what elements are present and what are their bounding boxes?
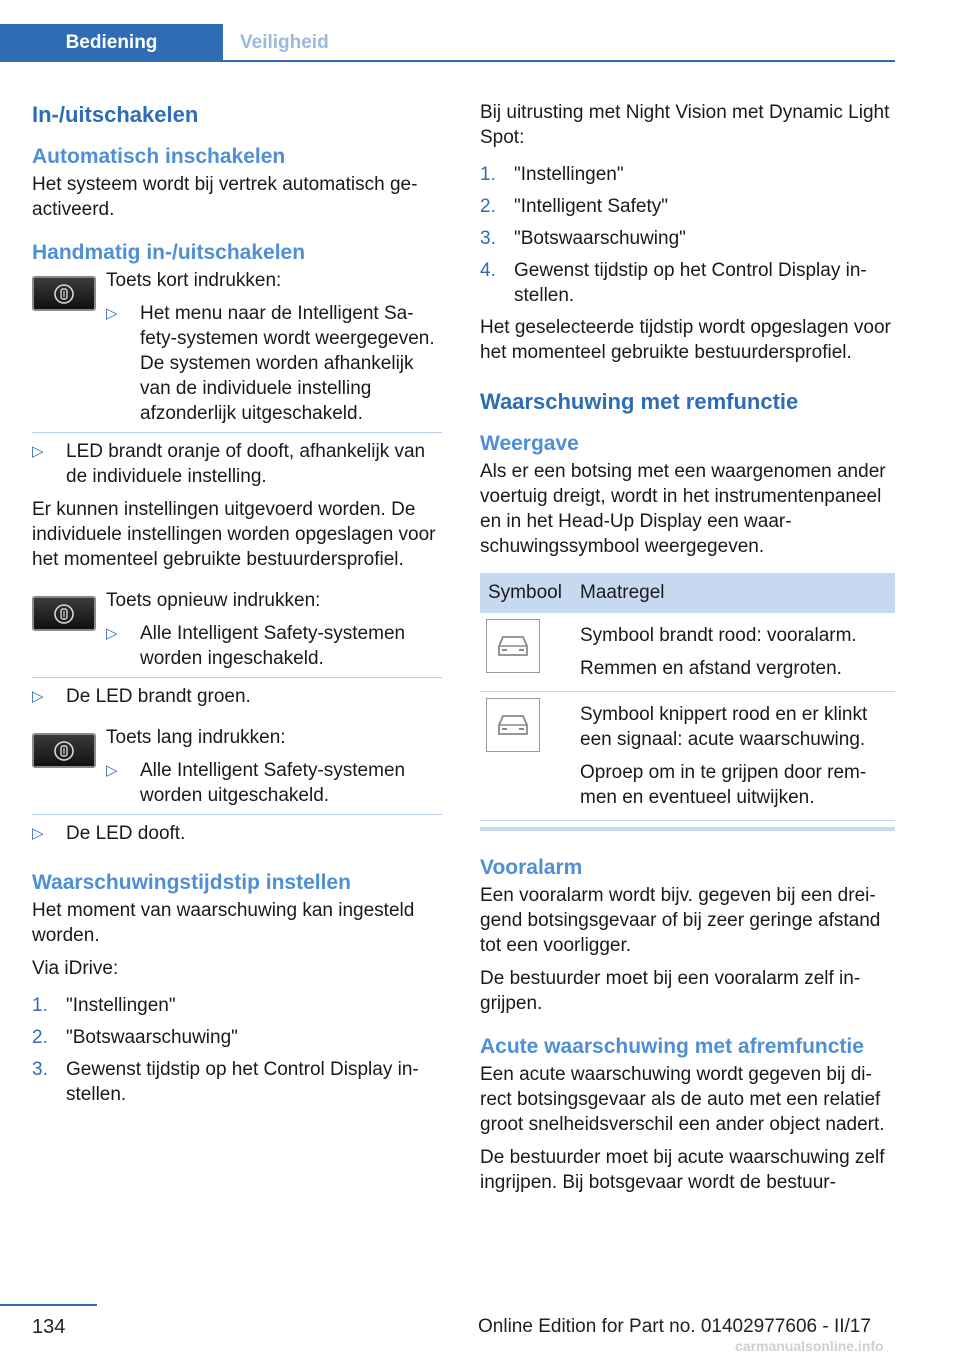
symbol-table <box>480 573 895 821</box>
list-item: 1. "Instellingen" <box>32 995 176 1016</box>
list-item: ▷ De LED brandt groen. <box>32 686 251 707</box>
heading-acute: Acute waarschuwing met afremfunctie <box>480 1035 864 1058</box>
heading-weergave: Weergave <box>480 432 579 455</box>
safety-button-icon <box>32 276 96 311</box>
measure-text: Symbool brandt rood: vooralarm. <box>580 625 857 646</box>
long-press-block <box>32 725 442 808</box>
paragraph-display: Als er een botsing met een waargenomen ander voertuig dreigt, wordt in het instrumentenpaneel en in het Head-Up Display een waarschuwingssymbool weergegeven. <box>480 461 886 557</box>
paragraph-saved: Het geselecteerde tijdstip wordt opgeslagen voor het momenteel gebruikte bestuurdersprofiel. <box>480 317 891 363</box>
list-item: ▷ Alle Intelligent Safety-systemen worden uitgeschakeld. <box>106 760 406 806</box>
paragraph-pre1: Een vooralarm wordt bijv. gegeven bij een dreigend botsingsgevaar of bij zeer geringe afstand tot een voorligger. <box>480 885 881 956</box>
long-press-label: Toets lang indrukken: <box>106 727 286 748</box>
list-item: 2. "Intelligent Safety" <box>480 196 668 217</box>
header-bar <box>0 0 895 62</box>
list-item: ▷ Het menu naar de Intelligent Safety-systemen wordt weergegeven. De systemen worden afhankelijk van de individuele instelling afzonderlijk uitgeschakeld. <box>106 303 435 424</box>
paragraph-acute1: Een acute waarschuwing wordt gegeven bij direct botsingsgevaar als de auto met een relatief groot snelheidsverschil een ander object nadert. <box>480 1064 885 1135</box>
car-warning-icon <box>486 698 540 752</box>
heading-automatisch: Automatisch inschakelen <box>32 145 286 168</box>
triangle-bullet-icon: ▷ <box>32 688 44 705</box>
numbered-list-left <box>32 993 442 1107</box>
numbered-list-right <box>480 162 895 308</box>
again-press-label: Toets opnieuw indrukken: <box>106 590 321 611</box>
heading-remfunctie: Waarschuwing met remfunctie <box>480 389 799 414</box>
list-item: 3. Gewenst tijdstip op het Control Display instellen. <box>32 1059 419 1105</box>
table-header-measure: Maatregel <box>572 573 895 613</box>
page-number-rule <box>0 1304 97 1306</box>
safety-button-icon <box>32 733 96 768</box>
paragraph-pre2: De bestuurder moet bij een vooralarm zelf ingrijpen. <box>480 968 861 1014</box>
paragraph-acute2: De bestuurder moet bij acute waarschuwing zelf ingrijpen. Bij botsgevaar wordt de bestuur- <box>480 1147 885 1193</box>
left-column <box>32 100 442 1114</box>
paragraph-settings: Er kunnen instellingen uitgevoerd worden. De individuele instellingen worden opgeslagen voor het momenteel gebruikte bestuurdersprofiel. <box>32 499 436 570</box>
list-item: 1. "Instellingen" <box>480 164 624 185</box>
table-row <box>480 613 895 692</box>
page-number: 134 <box>32 1316 66 1338</box>
tab-veiligheid[interactable]: Veiligheid <box>240 32 329 53</box>
triangle-bullet-icon: ▷ <box>32 825 44 842</box>
heading-vooralarm: Vooralarm <box>480 856 583 879</box>
list-item: ▷ LED brandt oranje of dooft, afhankelijk van de individuele instelling. <box>32 441 426 487</box>
short-press-label: Toets kort indrukken: <box>106 270 282 291</box>
triangle-bullet-icon: ▷ <box>106 305 118 322</box>
triangle-bullet-icon: ▷ <box>32 443 44 460</box>
paragraph-time: Het moment van waarschuwing kan ingesteld worden. <box>32 900 415 946</box>
watermark: carmanualsonline.info <box>735 1338 884 1354</box>
triangle-bullet-icon: ▷ <box>106 762 118 779</box>
heading-waarschuwingstijdstip: Waarschuwingstijdstip instellen <box>32 871 351 894</box>
list-item: ▷ De LED dooft. <box>32 823 186 844</box>
triangle-bullet-icon: ▷ <box>106 625 118 642</box>
list-item: ▷ Alle Intelligent Safety-systemen worden ingeschakeld. <box>106 623 406 669</box>
list-item: 2. "Botswaarschuwing" <box>32 1027 238 1048</box>
header-rule <box>0 60 895 62</box>
tab-bediening[interactable]: Bediening <box>0 24 223 62</box>
paragraph-via: Via iDrive: <box>32 958 119 979</box>
right-column <box>480 100 895 1195</box>
safety-button-icon <box>32 596 96 631</box>
again-press-block <box>32 588 442 671</box>
heading-handmatig: Handmatig in-/uitschakelen <box>32 241 306 264</box>
measure-text: Symbool knippert rood en er klinkt een signaal: acute waarschuwing. <box>580 704 868 750</box>
list-item: 3. "Botswaarschuwing" <box>480 228 686 249</box>
edition-footer: Online Edition for Part no. 01402977606 - II/17 <box>478 1316 871 1337</box>
paragraph-automatisch: Het systeem wordt bij vertrek automatisch geactiveerd. <box>32 174 418 220</box>
table-row <box>480 692 895 821</box>
list-item: 4. Gewenst tijdstip op het Control Display instellen. <box>480 260 867 306</box>
paragraph-night-vision: Bij uitrusting met Night Vision met Dynamic Light Spot: <box>480 102 890 148</box>
short-press-block <box>32 268 442 426</box>
measure-text: Oproep om in te grijpen door remmen en eventueel uitwijken. <box>580 762 867 808</box>
heading-in-uitschakelen: In-/uitschakelen <box>32 102 199 127</box>
table-header-symbol: Symbool <box>480 573 572 613</box>
measure-text: Remmen en afstand vergroten. <box>580 658 842 679</box>
car-warning-icon <box>486 619 540 673</box>
